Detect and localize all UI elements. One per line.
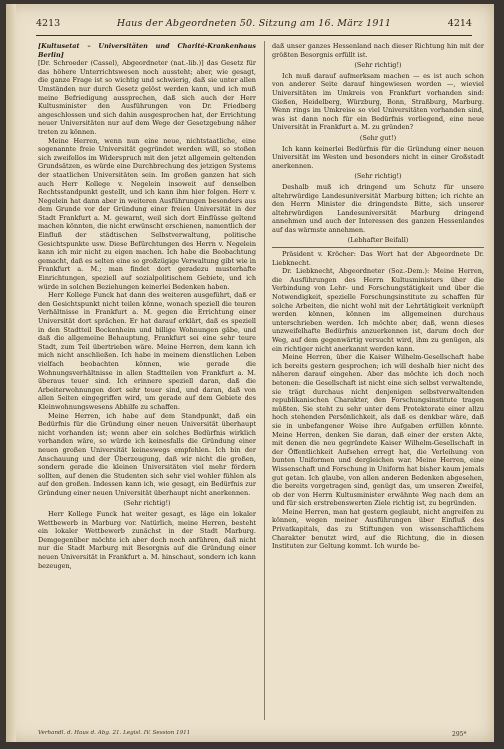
- session-title: Haus der Abgeordneten 50. Sitzung am 16. März 1911: [116, 18, 392, 29]
- paragraph: Meine Herren, ich habe auf dem Standpunkt, daß ein Bedürfnis für die Gründung einer neuen Universität überhaupt nicht vorhanden ist; wenn aber ein solches Bedürfnis wirklich vorhanden wäre, so würde ich keinesfalls die Gründung einer neuen großen Universität keineswegs empfehlen. Ich bin der Anschauung und der Überzeugung, daß wir nicht die großen, sondern gerade die kleinen Universitäten viel mehr fördern sollten, auf denen die Studenten sich sehr viel wohler fühlen als auf den großen. Indessen kann ich, wie gesagt, ein Bedürfnis zur Gründung einer neuen Universität überhaupt nicht anerkennen.: [38, 411, 256, 497]
- page-number-left: 4213: [36, 18, 61, 29]
- paragraph: Dr. Liebknecht, Abgeordneter (Soz.-Dem.): Meine Herren, die Ausführungen des Herrn Kultusministers über die Verbindung von Lehr- und Forschungstätigkeit und über die Notwendigkeit, spezielle Forschungsinstitute zu schaffen für solche Arbeiten, die nicht wohl mit der Lehrtätigkeit verknüpft werden können, können im allgemeinen durchaus unterschrieben werden. Ich möchte aber, daß, wenn dieses unzweifelhafte Bedürfnis anzuerkennen ist, darum doch der Weg, auf dem gegenwärtig versucht wird, ihm zu genügen, als ein richtiger nicht anerkannt werden kann.: [272, 267, 484, 353]
- page-footer: Verhandl. d. Haus d. Abg. 21. Legisl. IV. Session 1911: [38, 730, 191, 736]
- paragraph: Meine Herren, wenn nun eine neue, nichtstaatliche, eine sogenannte freie Universität gegründet werden will, so stoßen sich zweifellos im Widerspruch mit den jetzt allgemein geltenden Grundsätzen, es würde eine Durchbrechung des jetzigen Systems der staatlichen Universitäten sein. Im großen ganzen hat sich auch Herr Kollege v. Negelein insoweit auf denselben Rechtsstandpunkt gestellt, und ich kann ihm hier folgen. Herr v. Negelein hat dann aber in weiteren Ausführungen besonders aus dem Grunde vor der Gründung einer freien Universität in der Stadt Frankfurt a. M. gewarnt, weil sich dort Einflüsse geltend machen könnten, die nicht erwünscht erschienen, namentlich der Einfluß der städtischen Selbstverwaltung, politische Gesichtspunkte usw. Diese Befürchtungen des Herrn v. Negelein kann ich mir nicht zu eigen machen. Ich habe die Beobachtung gemacht, daß es selten eine so großzügige Verwaltung gibt wie in Frankfurt a. M.; man findet dort geradezu musterhafte Einrichtungen, speziell auf sozialpolitischem Gebiete, und ich würde in solchen Beziehungen keinerlei Bedenken haben.: [38, 136, 256, 291]
- paragraph: daß unser ganzes Hessenland nach dieser Richtung hin mit der größten Besorgnis erfüllt ist.: [272, 42, 484, 59]
- paragraph: Ich muß darauf aufmerksam machen — es ist auch schon von anderer Seite darauf hingewiesen worden —, wieviel Universitäten im Umkreis von Frankfurt vorhanden sind: Gießen, Heidelberg, Würzburg, Bonn, Straßburg, Marburg. Wenn rings im Umkreise so viel Universitäten vorhanden sind, was ist dann noch für ein Bedürfnis vorliegend, eine neue Universität in Frankfurt a. M. zu gründen?: [272, 71, 484, 132]
- interjection: (Sehr richtig!): [123, 499, 171, 508]
- paragraph: Meine Herren, man hat gestern geglaubt, nicht angreifen zu können, wegen meiner Ausführungen über Einfluß des Privatkapitals, das zu Stiftungen von wissenschaftlichem Charakter benutzt wird, auf die Richtung, die in diesen Instituten zur Geltung kommt. Ich wurde be-: [272, 507, 484, 551]
- speaker-paragraph: [Dr. Schroeder (Cassel), Abgeordneter (nat.-lib.)] das Gesetz für das höhere Unterrichtswesen noch aussteht; aber, wie gesagt, die ganze Frage ist so wichtig und schwierig, daß sie unter allen Umständen nur durch Gesetz gelöst werden kann, und ich muß meine Befriedigung aussprechen, daß sich auch der Herr Kultusminister den Ausführungen von Dr. Friedberg angeschlossen und sich dahin ausgesprochen hat, der Errichtung neuer Universitäten nur auf dem Wege der Gesetzgebung näher treten zu können.: [38, 59, 256, 136]
- header-rule: [36, 35, 472, 36]
- interjection: (Sehr gut!): [359, 133, 397, 142]
- paragraph: Herr Kollege Funck hat dann des weiteren ausgeführt, daß er den Gesichtspunkt nicht teilen könne, wonach speziell die teuren Verhältnisse in Frankfurt a. M. gegen die Errichtung einer Universität dort sprächen. Er hat darauf erklärt, daß es speziell in den Stadtteil Bockenheim und billige Wohnungen gäbe, und daß die allgemeine Behauptung, Frankfurt sei eine sehr teure Stadt, zum Teil übertrieben wäre. Meine Herren, dem kann ich mich nicht anschließen. Ich habe in meinem dienstlichen Leben vielfach beobachten können, wie gerade die Wohnungsverhältnisse in allen Stadtteilen von Frankfurt a. M. überaus teuer sind. Ich erinnere speziell daran, daß die Arbeiterwohnungen dort sehr teuer sind, und daran, daß von allen Seiten eingegriffen wird, um gerade auf dem Gebiete des Kleinwohnungswesens Abhilfe zu schaffen.: [38, 291, 256, 411]
- page-header: [36, 18, 472, 32]
- paragraph: Herr Kollege Funck hat weiter gesagt, es läge ein lokaler Wettbewerb in Marburg vor. Natürlich, meine Herren, besteht ein lokaler Wettbewerb zunächst in der Stadt Marburg. Demgegenüber möchte ich aber doch noch anführen, daß nicht nur die Stadt Marburg mit Besorgnis auf die Gründung einer neuen Universität in Frankfurt a. M. hinschaut, sondern ich kann bezeugen,: [38, 510, 256, 570]
- page-number-right: 4214: [447, 18, 472, 29]
- interjection: (Lebhafter Beifall): [347, 236, 409, 245]
- signature-mark: 295*: [452, 731, 467, 738]
- page-binding-edge: [6, 4, 16, 742]
- paragraph: Deshalb muß ich dringend um Schutz für unsere altehrwürdige Landesuniversität Marburg bitten; ich richte an den Herrn Minister die dringendste Bitte, sich unserer altehrwürdigen Landesuniversität Marburg dringend annehmen und auch der Interessen des ganzen Hessenlandes auf das wärmste annehmen.: [272, 182, 484, 234]
- paragraph: Ich kann keinerlei Bedürfnis für die Gründung einer neuen Universität im Westen und besonders nicht in einer Großstadt anerkennen.: [272, 144, 484, 170]
- column-divider: [264, 41, 265, 720]
- left-column: [38, 42, 256, 570]
- document-page: [6, 4, 494, 742]
- paragraph: Meine Herren, über die Kaiser Wilhelm-Gesellschaft habe ich bereits gestern gesprochen; ich will deshalb hier nicht des näheren darauf eingehen. Aber das möchte ich doch noch betonen: die Gesellschaft ist nicht eine sich selbst verwaltende, sie trägt durchaus nicht denjenigen selbstverwaltenden republikanischen Charakter, den Forschungsinstitute tragen müßten. Sie steht zu sehr unter dem Protektorate einer allzu hoch stehenden Persönlichkeit, als daß es denkbar wäre, daß sie in unbefangener Weise ihre Aufgaben erfüllen könnte. Meine Herren, denken Sie daran, daß einer der ersten Akte, mit denen die neu gegründete Kaiser Wilhelm-Gesellschaft in der Öffentlichkeit Aufsehen erregt hat, die Verleihung von bunten Uniformen und dergleichen war. Meine Herren, eine Wissenschaft und Forschung in Uniform hat bisher kaum jemals gut getan. Ich glaube, von allen anderen Bedenken abgesehen, die bereits vorgetragen sind, genügt das, um unseren Zweifel, ob der von Herrn Kultusminister erwähnte Weg nach dem an und für sich erstrebenswerten Ziele richtig ist, zu begründen.: [272, 353, 484, 508]
- right-column: [272, 42, 484, 551]
- section-heading: [Kultusetat – Universitäten und Charité-Krankenhaus Berlin]: [38, 42, 256, 59]
- speaker-paragraph: Präsident v. Kröcher: Das Wort hat der Abgeordnete Dr. Liebknecht.: [272, 247, 484, 267]
- interjection: (Sehr richtig!): [354, 172, 402, 181]
- interjection: (Sehr richtig!): [354, 61, 402, 70]
